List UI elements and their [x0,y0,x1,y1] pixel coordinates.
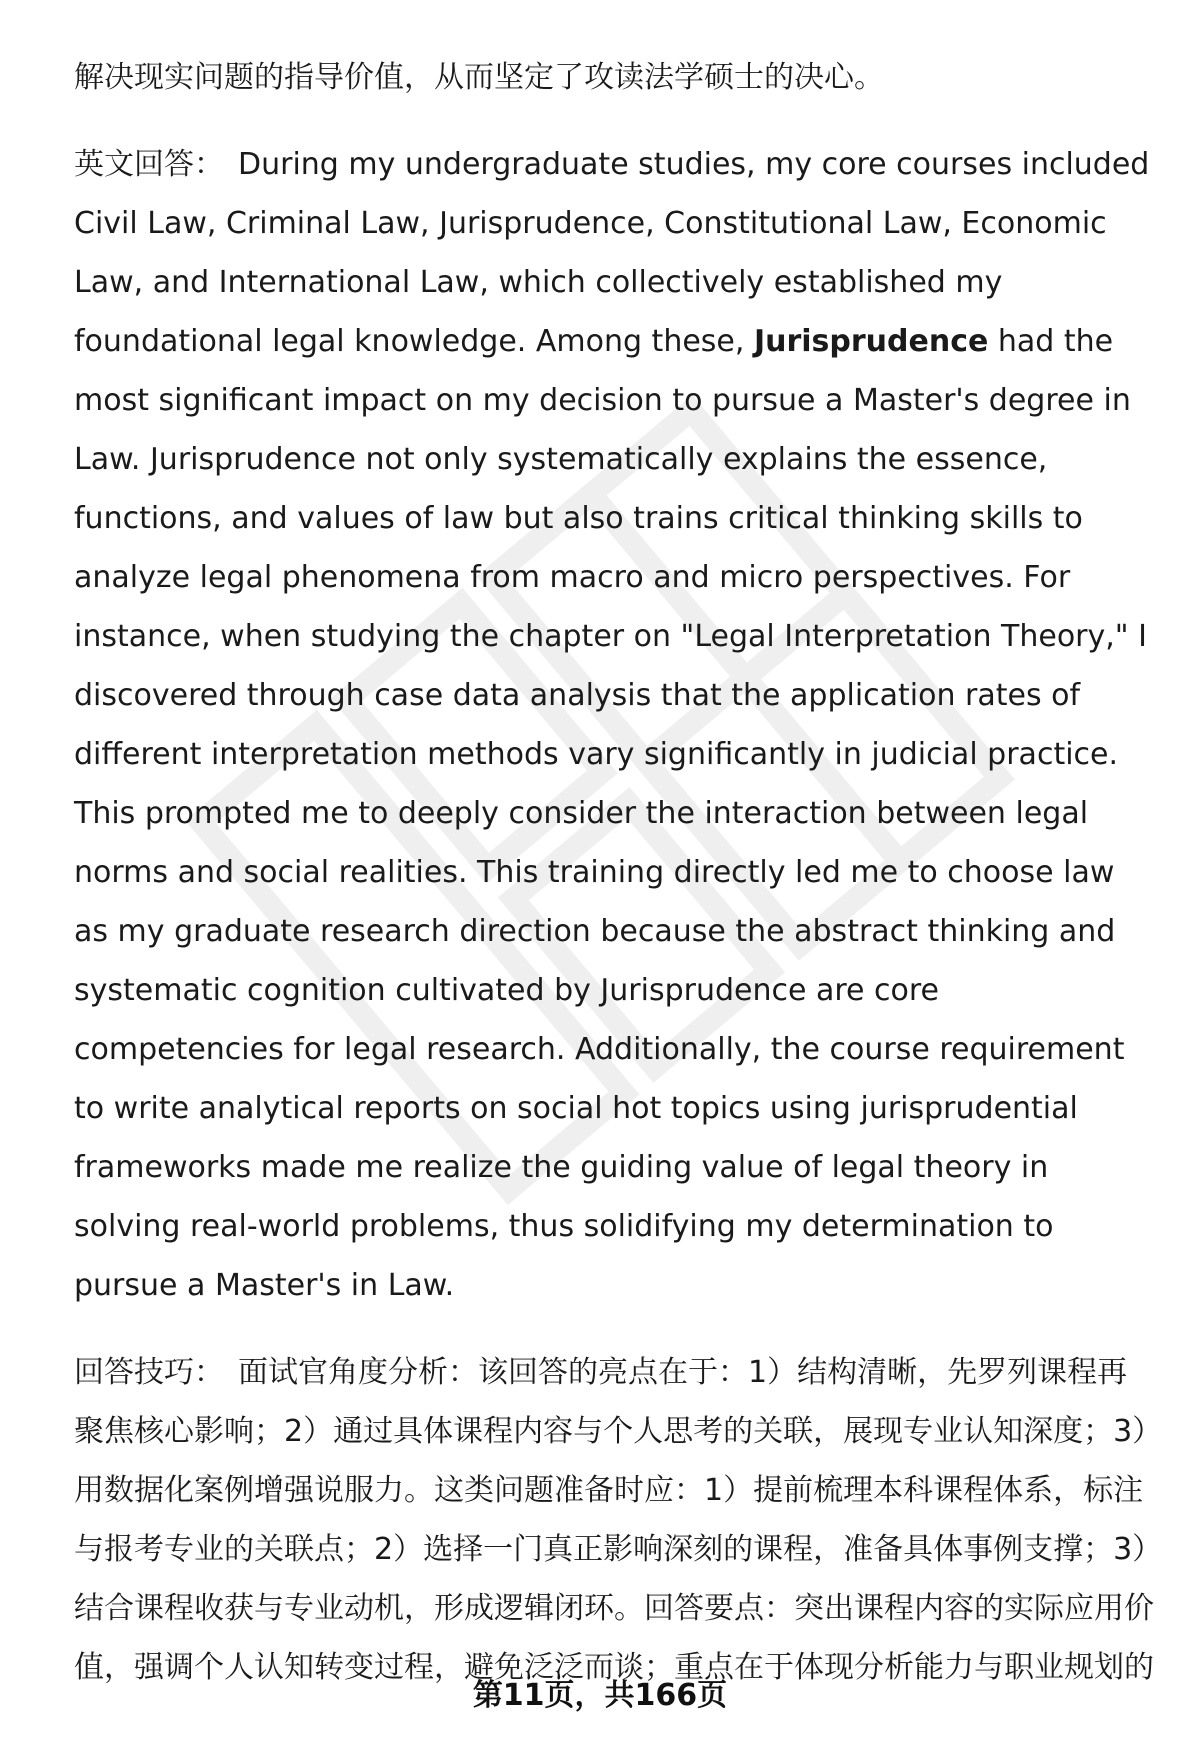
english-answer-bold-term: Jurisprudence [753,324,989,359]
english-answer-label: 英文回答： [74,147,224,182]
english-answer-text-start: During my undergraduate studies, my core courses included Civil Law, Criminal Law, Jurisprudence, Constitutional Law, Economic Law, and International Law, which collectively established my foundational legal knowledge. Among these, [74,147,1150,359]
document-body [74,48,1154,1697]
answer-tips-text: 面试官角度分析：该回答的亮点在于：1）结构清晰，先罗列课程再聚焦核心影响；2）通过具体课程内容与个人思考的关联，展现专业认知深度；3）用数据化案例增强说服力。这类问题准备时应：1）提前梳理本科课程体系，标注与报考专业的关联点；2）选择一门真正影响深刻的课程，准备具体事例支撑；3）结合课程收获与专业动机，形成逻辑闭环。回答要点：突出课程内容的实际应用价值，强调个人认知转变过程，避免泛泛而谈；重点在于体现分析能力与职业规划的 [74,1355,1154,1685]
intro-line-text: 解决现实问题的指导价值，从而坚定了攻读法学硕士的决心。 [74,60,884,95]
answer-tips-paragraph [74,1343,1154,1697]
english-answer-paragraph [74,135,1154,1315]
page-footer [0,1670,1200,1714]
page-indicator: 第11页，共166页 [472,1678,728,1713]
answer-tips-label: 回答技巧： [74,1355,224,1390]
intro-line [74,48,1154,107]
english-answer-text-end: had the most significant impact on my decision to pursue a Master's degree in Law. Jurisprudence not only systematically explains the essence, functions, and values of law but also trains critical thinking skills to analyze legal phenomena from macro and micro perspectives. For instance, when studying the chapter on "Legal Interpretation Theory," I discovered through case data analysis that the application rates of different interpretation methods vary significantly in judicial practice. This prompted me to deeply consider the interaction between legal norms and social realities. This training directly led me to choose law as my graduate research direction because the abstract thinking and systematic cognition cultivated by Jurisprudence are core competencies for legal research. Additionally, the course requirement to write analytical reports on social hot topics using jurisprudential frameworks made me realize the guiding value of legal theory in solving real-world problems, thus solidifying my determination to pursue a Master's in Law. [74,324,1147,1303]
